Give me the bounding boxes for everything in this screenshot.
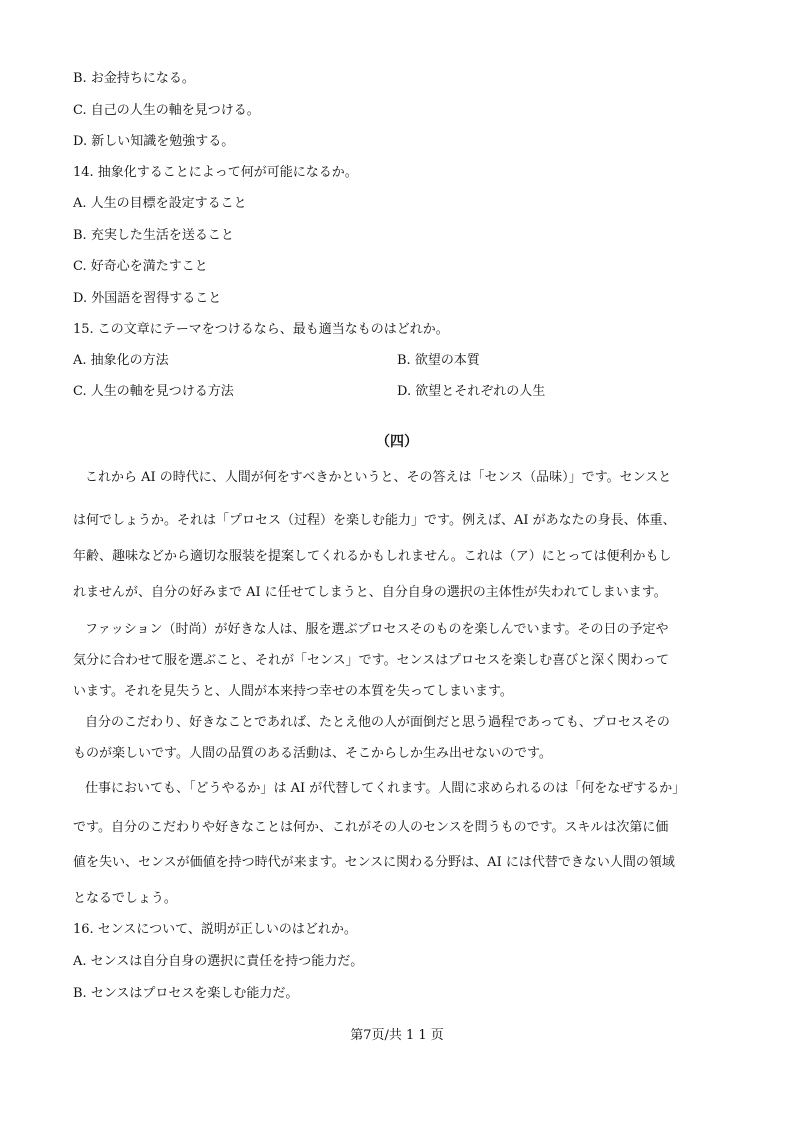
paragraph-line: は何でしょうか。それは「プロセス（过程）を楽しむ能力」です。例えば、AI があなたの身長、体重、 <box>73 513 676 528</box>
paragraph-line: います。それを見失うと、人間が本来持つ幸せの本質を失ってしまいます。 <box>73 684 513 699</box>
paragraph-line: 気分に合わせて服を選ぶこと、それが「センス」です。センスはプロセスを楽しむ喜びと深く関わって <box>73 653 670 668</box>
option-b-top: B. お金持ちになる。 <box>73 71 195 86</box>
q14-option-c: C. 好奇心を満たすこと <box>73 259 208 274</box>
q15-option-a: A. 抽象化の方法 <box>73 353 169 368</box>
q14-option-b: B. 充実した生活を送ること <box>73 228 234 243</box>
paragraph-line: となるでしょう。 <box>73 891 177 906</box>
paragraph-line: これから AI の時代に、人間が何をすべきかというと、その答えは「センス（品味）」です。センスと <box>85 470 672 485</box>
q16-option-a: A. センスは自分自身の選択に責任を持つ能力だ。 <box>73 954 364 969</box>
paragraph-line: れませんが、自分の好みまで AI に任せてしまうと、自分自身の選択の主体性が失われてしまいます。 <box>73 585 667 600</box>
paragraph-line: ファッション（时尚）が好きな人は、服を選ぶプロセスそのものを楽しんでいます。その日の予定や <box>85 622 669 637</box>
q15-option-b: B. 欲望の本質 <box>397 353 480 368</box>
q14-option-d: D. 外国語を習得すること <box>73 291 222 306</box>
option-c-top: C. 自己の人生の軸を見つける。 <box>73 103 260 118</box>
question-15: 15. この文章にテーマをつけるなら、最も適当なものはどれか。 <box>73 322 449 337</box>
q14-option-a: A. 人生の目標を設定すること <box>73 196 247 211</box>
question-14: 14. 抽象化することによって何が可能になるか。 <box>73 165 358 180</box>
section-title: （四） <box>376 434 418 450</box>
paragraph-line: です。自分のこだわりや好きなことは何か、これがその人のセンスを問うものです。スキルは次第に価 <box>73 820 669 835</box>
paragraph-line: 値を失い、センスが価値を持つ時代が来ます。センスに関わる分野は、AI には代替できない人間の領域 <box>73 855 675 870</box>
page-footer: 第7页/共 1 1 页 <box>350 1028 444 1043</box>
question-16: 16. センスについて、説明が正しいのはどれか。 <box>73 922 357 937</box>
q15-option-d: D. 欲望とそれぞれの人生 <box>397 384 546 399</box>
q15-option-c: C. 人生の軸を見つける方法 <box>73 384 234 399</box>
paragraph-line: 自分のこだわり、好きなことであれば、たとえ他の人が面倒だと思う過程であっても、プロセスその <box>85 715 670 730</box>
paragraph-line: ものが楽しいです。人間の品質のある活動は、そこからしか生み出せないのです。 <box>73 746 552 761</box>
paragraph-line: 仕事においても、「どうやるか」は AI が代替してくれます。人間に求められるのは「何をなぜするか」 <box>85 781 686 796</box>
paragraph-line: 年齢、趣味などから適切な服装を提案してくれるかもしれません。これは（ア）にとっては便利かもし <box>73 549 672 564</box>
option-d-top: D. 新しい知識を勉強する。 <box>73 134 235 149</box>
q16-option-b: B. センスはプロセスを楽しむ能力だ。 <box>73 986 299 1001</box>
